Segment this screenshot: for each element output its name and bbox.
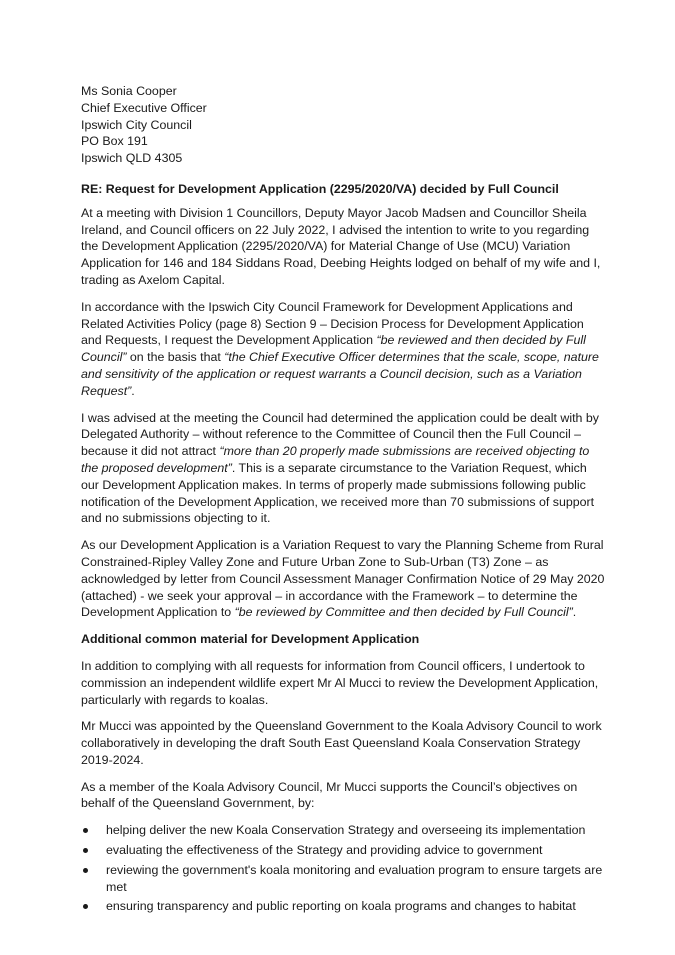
list-item-text: reviewing the government's koala monitoring and evaluation program to ensure targets are met xyxy=(106,862,603,894)
subject-line: RE: Request for Development Application (2295/2020/VA) decided by Full Council xyxy=(81,181,559,196)
recipient-address xyxy=(81,83,605,167)
list-item-text: helping deliver the new Koala Conservation Strategy and overseeing its implementation xyxy=(106,823,586,838)
list-item-text: ensuring transparency and public reporting on koala programs and changes to habitat xyxy=(106,899,576,914)
paragraph-framework-text-1: In accordance with the Ipswich City Council Framework for Development Applications and Related Activities Policy (page 8) Section 9 – Decision Process for Development Application and Requests, I request the Development Application xyxy=(81,299,584,348)
paragraph-variation-text-1: As our Development Application is a Variation Request to vary the Planning Scheme from Rural Constrained-Ripley Valley Zone and Future Urban Zone to Sub-Urban (T3) Zone – as acknowledged by letter from Council Assessment Manager Confirmation Notice of 29 May 2020 (attached) - we seek your approval – in accordance with the Framework – to determine the Development Application to xyxy=(81,538,605,620)
list-item xyxy=(81,898,605,915)
list-item xyxy=(81,862,605,896)
paragraph-variation-request xyxy=(81,537,605,621)
list-item xyxy=(81,822,605,839)
paragraph-variation-text-2: . xyxy=(572,605,577,620)
bullet-icon xyxy=(83,868,88,873)
paragraph-variation-quote: “be reviewed by Committee and then decided by Full Council” xyxy=(234,605,573,620)
address-line-name: Ms Sonia Cooper xyxy=(81,84,177,98)
address-line-title: Chief Executive Officer xyxy=(81,100,207,115)
paragraph-framework-text-3: . xyxy=(131,383,135,398)
list-item-text: evaluating the effectiveness of the Strategy and providing advice to government xyxy=(106,843,543,858)
paragraph-meeting: At a meeting with Division 1 Councillors, Deputy Mayor Jacob Madsen and Councillor Sheila Ireland, and Council officers on 22 July 2022, I advised the intention to write to you regarding the Development Application (2295/2020/VA) for Material Change of Use (MCU) Variation Application for 146 and 184 Siddans Road, Deebing Heights lodged on behalf of my wife and I, trading as Axelom Capital. xyxy=(81,205,601,287)
address-line-organisation: Ipswich City Council xyxy=(81,117,192,132)
address-line-po-box: PO Box 191 xyxy=(81,134,148,149)
paragraph-delegated-quote: “more than 20 properly made submissions are received objecting to the proposed development” xyxy=(81,444,590,475)
paragraph-council-objectives: As a member of the Koala Advisory Council, Mr Mucci supports the Council’s objectives on behalf of the Queensland Government, by: xyxy=(81,779,578,811)
paragraph-framework-quote-2: “the Chief Executive Officer determines that the scale, scope, nature and sensitivity of the application or request warrants a Council decision, such as a Variation Request” xyxy=(81,350,599,398)
paragraph-framework-quote-1: “be reviewed and then decided by Full Council” xyxy=(81,333,586,365)
list-item xyxy=(81,842,605,859)
paragraph-wildlife-expert: In addition to complying with all requests for information from Council officers, I undertook to commission an independent wildlife expert Mr Al Mucci to review the Development Application, particularly with regards to koalas. xyxy=(81,658,599,707)
objectives-list xyxy=(81,822,605,915)
paragraph-koala-advisory: Mr Mucci was appointed by the Queensland Government to the Koala Advisory Council to work collaboratively in developing the draft South East Queensland Koala Conservation Strategy 2019-2024. xyxy=(81,719,602,767)
paragraph-delegated-authority xyxy=(81,410,605,528)
paragraph-delegated-text-1: I was advised at the meeting the Council had determined the application could be dealt with by Delegated Authority – without reference to the Committee of Council then the Full Council – because it did not attract xyxy=(81,410,599,459)
bullet-icon xyxy=(83,848,88,853)
bullet-icon xyxy=(83,904,88,909)
paragraph-framework xyxy=(81,299,605,400)
section-heading: Additional common material for Development Application xyxy=(81,632,420,647)
paragraph-delegated-text-2: . This is a separate circumstance to the Variation Request, which our Development Application makes. In terms of properly made submissions following public notification of the Development Application, we received more than 70 submissions of support and no submissions objecting to it. xyxy=(81,460,595,526)
bullet-icon xyxy=(83,828,88,833)
address-line-city: Ipswich QLD 4305 xyxy=(81,151,183,166)
paragraph-framework-text-2: on the basis that xyxy=(126,350,225,365)
